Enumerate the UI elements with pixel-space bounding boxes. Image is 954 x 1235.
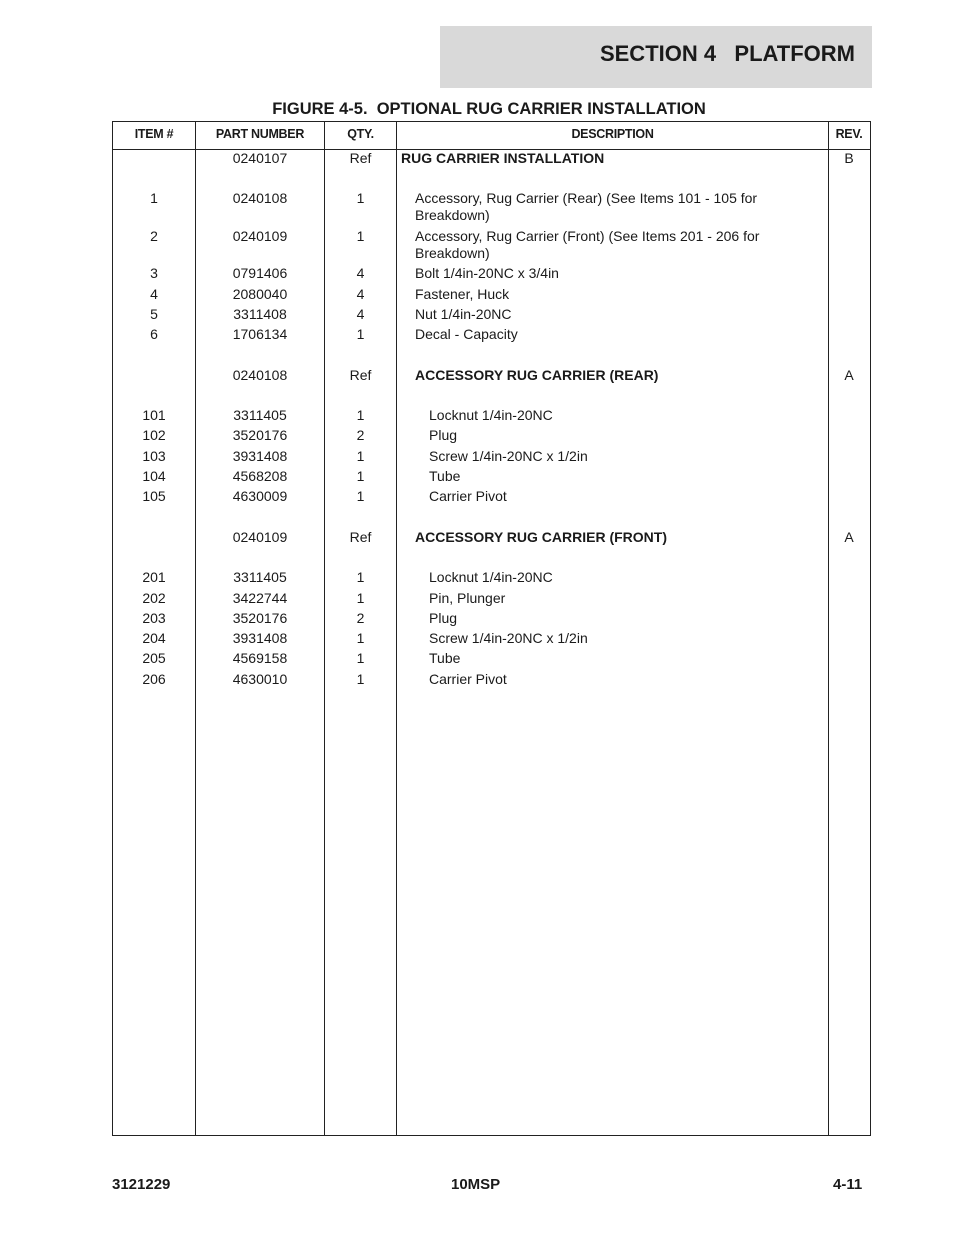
part-number: 0240109	[232, 529, 288, 545]
quantity: 1	[356, 630, 365, 646]
description: Decal - Capacity	[415, 326, 518, 342]
part-number: 3422744	[232, 590, 288, 606]
description: Pin, Plunger	[429, 590, 506, 606]
description: Fastener, Huck	[415, 286, 510, 302]
quantity: 1	[356, 190, 365, 206]
description: Nut 1/4in-20NC	[415, 306, 512, 322]
quantity: 1	[356, 650, 365, 666]
quantity: 1	[356, 228, 365, 244]
part-number: 3520176	[232, 427, 288, 443]
quantity: 2	[356, 427, 365, 443]
item-number: 103	[142, 448, 166, 464]
part-number: 0240109	[232, 228, 288, 244]
column-header-rev: REV.	[835, 127, 863, 141]
item-number: 102	[142, 427, 166, 443]
quantity: 4	[356, 286, 365, 302]
description: Carrier Pivot	[429, 488, 507, 504]
item-number: 3	[150, 265, 158, 281]
item-number: 101	[142, 407, 166, 423]
item-number: 203	[142, 610, 166, 626]
item-number: 204	[142, 630, 166, 646]
item-number: 105	[142, 488, 166, 504]
part-number: 4630009	[232, 488, 288, 504]
description: Tube	[429, 650, 461, 666]
revision: A	[844, 529, 854, 545]
quantity: 1	[356, 448, 365, 464]
description: ACCESSORY RUG CARRIER (REAR)	[415, 367, 659, 383]
column-header-part-number: PART NUMBER	[215, 127, 305, 141]
description: Tube	[429, 468, 461, 484]
item-number: 205	[142, 650, 166, 666]
part-number: 0240108	[232, 190, 288, 206]
quantity: 4	[356, 265, 365, 281]
quantity: 1	[356, 569, 365, 585]
quantity: 1	[356, 407, 365, 423]
part-number: 2080040	[232, 286, 288, 302]
item-number: 5	[150, 306, 158, 322]
description: Screw 1/4in-20NC x 1/2in	[429, 448, 588, 464]
part-number: 4568208	[232, 468, 288, 484]
item-number: 201	[142, 569, 166, 585]
revision: B	[844, 150, 854, 166]
description: ACCESSORY RUG CARRIER (FRONT)	[415, 529, 668, 545]
description: Plug	[429, 427, 458, 443]
part-number: 4569158	[232, 650, 288, 666]
description: Locknut 1/4in-20NC	[429, 569, 553, 585]
quantity: 1	[356, 326, 365, 342]
footer-model: 10MSP	[451, 1176, 501, 1193]
description: Bolt 1/4in-20NC x 3/4in	[415, 265, 559, 281]
quantity: Ref	[349, 150, 372, 166]
item-number: 202	[142, 590, 166, 606]
description: Screw 1/4in-20NC x 1/2in	[429, 630, 588, 646]
part-number: 3931408	[232, 630, 288, 646]
quantity: Ref	[349, 529, 372, 545]
description: Locknut 1/4in-20NC	[429, 407, 553, 423]
quantity: 1	[356, 590, 365, 606]
quantity: 1	[356, 671, 365, 687]
column-header-qty: QTY.	[347, 127, 374, 141]
section-banner	[440, 26, 872, 88]
part-number: 0791406	[232, 265, 288, 281]
part-number: 3931408	[232, 448, 288, 464]
part-number: 3311405	[233, 407, 287, 423]
description: Accessory, Rug Carrier (Rear) (See Items 101 - 105 for Breakdown)	[415, 190, 758, 223]
description: RUG CARRIER INSTALLATION	[401, 150, 605, 166]
part-number: 0240107	[232, 150, 288, 166]
section-title: SECTION 4 PLATFORM	[599, 41, 855, 66]
item-number: 206	[142, 671, 166, 687]
part-number: 0240108	[232, 367, 288, 383]
revision: A	[844, 367, 854, 383]
quantity: 1	[356, 468, 365, 484]
description: Carrier Pivot	[429, 671, 507, 687]
description: Plug	[429, 610, 458, 626]
footer-doc-number: 3121229	[112, 1176, 171, 1193]
quantity: 4	[356, 306, 365, 322]
quantity: 1	[356, 488, 365, 504]
column-header-description: DESCRIPTION	[571, 127, 654, 141]
part-number: 4630010	[232, 671, 288, 687]
item-number: 6	[150, 326, 158, 342]
part-number: 3520176	[232, 610, 288, 626]
parts-table	[112, 121, 871, 1136]
figure-title: FIGURE 4-5. OPTIONAL RUG CARRIER INSTALLATION	[272, 100, 706, 118]
column-header-item: ITEM #	[134, 127, 174, 141]
item-number: 1	[150, 190, 158, 206]
item-number: 104	[142, 468, 166, 484]
part-number: 3311405	[233, 569, 287, 585]
quantity: 2	[356, 610, 365, 626]
part-number: 1706134	[232, 326, 288, 342]
item-number: 2	[150, 228, 158, 244]
description: Accessory, Rug Carrier (Front) (See Items 201 - 206 for Breakdown)	[415, 228, 760, 261]
part-number: 3311408	[233, 306, 287, 322]
footer-page-number: 4-11	[833, 1176, 863, 1193]
quantity: Ref	[349, 367, 372, 383]
item-number: 4	[150, 286, 158, 302]
